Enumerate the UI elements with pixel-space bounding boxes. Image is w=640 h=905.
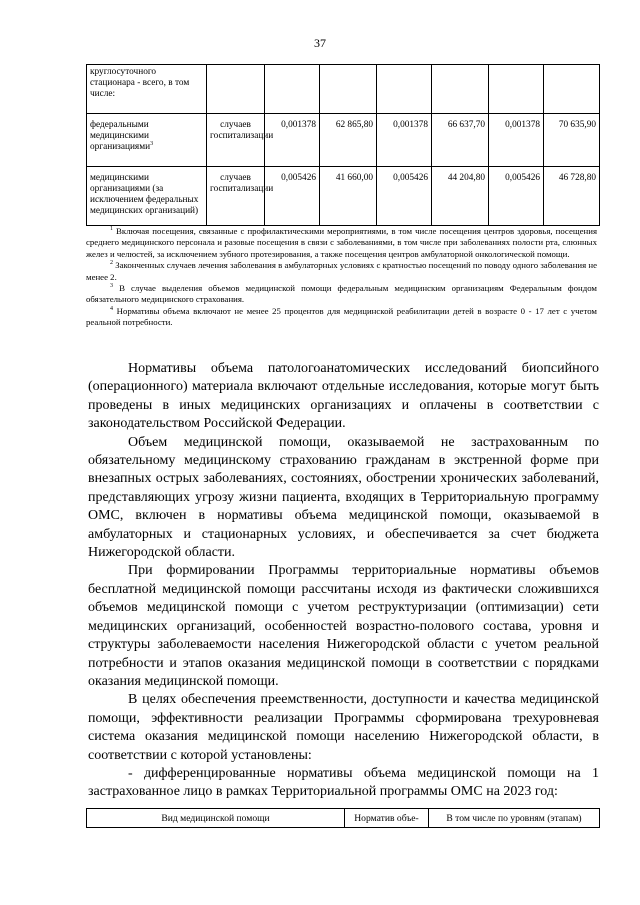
row-name: круглосуточного стационара - всего, в том числе: — [87, 65, 207, 114]
table-row — [87, 167, 600, 226]
cell: 62 865,80 — [320, 114, 377, 167]
cell — [265, 65, 320, 114]
cell: 70 635,90 — [544, 114, 600, 167]
footnote-mark: 1 — [110, 226, 113, 233]
footnote — [86, 226, 597, 260]
footnote-text: Нормативы объема включают не менее 25 процентов для медицинской реабилитации детей в возрасте 0 - 17 лет с учетом реальной потребности. — [86, 305, 597, 328]
table-row — [87, 114, 600, 167]
header-cell: Норматив объе- — [345, 809, 429, 828]
cell: 0,005426 — [377, 167, 432, 226]
cell — [544, 65, 600, 114]
paragraph: Объем медицинской помощи, оказываемой не застрахованным по обязательному медицинскому страхованию гражданам в экстренной форме при внезапных острых заболеваниях, состояниях, обострении хронических заболеваний, представляющих угрозу жизни пациента, входящих в Территориальную программу ОМС, включен в нормативы объема медицинской помощи, оказываемой в амбулаторных и стационарных условиях, и обеспечивается за счет бюджета Нижегородской области. — [88, 434, 599, 561]
footnote-mark: 2 — [110, 260, 113, 267]
row-unit: случаев госпитализации — [207, 167, 265, 226]
footnotes — [86, 226, 597, 329]
cell: 0,001378 — [489, 114, 544, 167]
footnote-text: В случае выделения объемов медицинской помощи федеральным медицинским организациям Федеральным фондом обязательного медицинского страхования. — [86, 283, 597, 305]
table-row — [87, 65, 600, 114]
cell: 0,001378 — [377, 114, 432, 167]
cell: 46 728,80 — [544, 167, 600, 226]
table-row — [87, 809, 600, 828]
footnote-text: Включая посещения, связанные с профилактическими мероприятиями, в том числе посещения центров здоровья, посещения среднего медицинского персонала и разовые посещения в связи с заболеваниями, в том числе при заболеваниях полости рта, слюнных желез и челюстей, за исключением зубного протезирования, а также посещения центров амбулаторной онкологической помощи. — [86, 226, 597, 259]
cell — [432, 65, 489, 114]
footnote — [86, 283, 597, 306]
row-unit: случаев госпитализации — [207, 114, 265, 167]
cell: 0,005426 — [265, 167, 320, 226]
cell: 66 637,70 — [432, 114, 489, 167]
cell: 44 204,80 — [432, 167, 489, 226]
paragraph: При формировании Программы территориальные нормативы объемов бесплатной медицинской помощи рассчитаны исходя из фактически сложившихся объемов медицинской помощи с учетом реструктуризации (оптимизации) сети медицинских организаций, особенностей возрастно-полового состава, уровня и структуры заболеваемости населения Нижегородской области с учетом реальной потребности и этапов оказания медицинской помощи в соответствии с порядками оказания медицинской помощи. — [88, 563, 599, 689]
row-unit — [207, 65, 265, 114]
footnote-ref: 3 — [150, 140, 154, 147]
norms-table — [86, 64, 600, 226]
paragraph: - дифференцированные нормативы объема медицинской помощи на 1 застрахованное лицо в рамках Территориальной программы ОМС на 2023 год: — [88, 765, 599, 800]
body-text — [88, 360, 599, 802]
footnote — [86, 260, 597, 283]
cell — [489, 65, 544, 114]
footnote — [86, 306, 597, 329]
cell: 41 660,00 — [320, 167, 377, 226]
cell — [320, 65, 377, 114]
row-name — [87, 114, 207, 167]
header-cell: В том числе по уровням (этапам) — [429, 809, 600, 828]
page-number: 37 — [314, 36, 326, 50]
cell — [377, 65, 432, 114]
footnote-text: Законченных случаев лечения заболевания в амбулаторных условиях с кратностью посещений по поводу одного заболевания не менее 2. — [86, 260, 597, 282]
paragraph: В целях обеспечения преемственности, доступности и качества медицинской помощи, эффективности реализации Программы сформирована трехуровневая система оказания медицинской помощи населению Нижегородской области, в соответствии с которой установлены: — [88, 692, 599, 763]
row-name: медицинскими организациями (за исключением федеральных медицинских организаций) — [87, 167, 207, 226]
header-cell: Вид медицинской помощи — [87, 809, 345, 828]
cell: 0,001378 — [265, 114, 320, 167]
paragraph: Нормативы объема патологоанатомических исследований биопсийного (операционного) материала включают отдельные исследования, которые могут быть проведены в иных медицинских организациях и оплачены в соответствии с законодательством Российской Федерации. — [88, 361, 599, 432]
row-name-text: федеральными медицинскими организациями — [90, 120, 151, 152]
footnote-mark: 3 — [110, 283, 113, 290]
levels-table-header — [86, 808, 600, 828]
footnote-mark: 4 — [110, 305, 113, 312]
cell: 0,005426 — [489, 167, 544, 226]
